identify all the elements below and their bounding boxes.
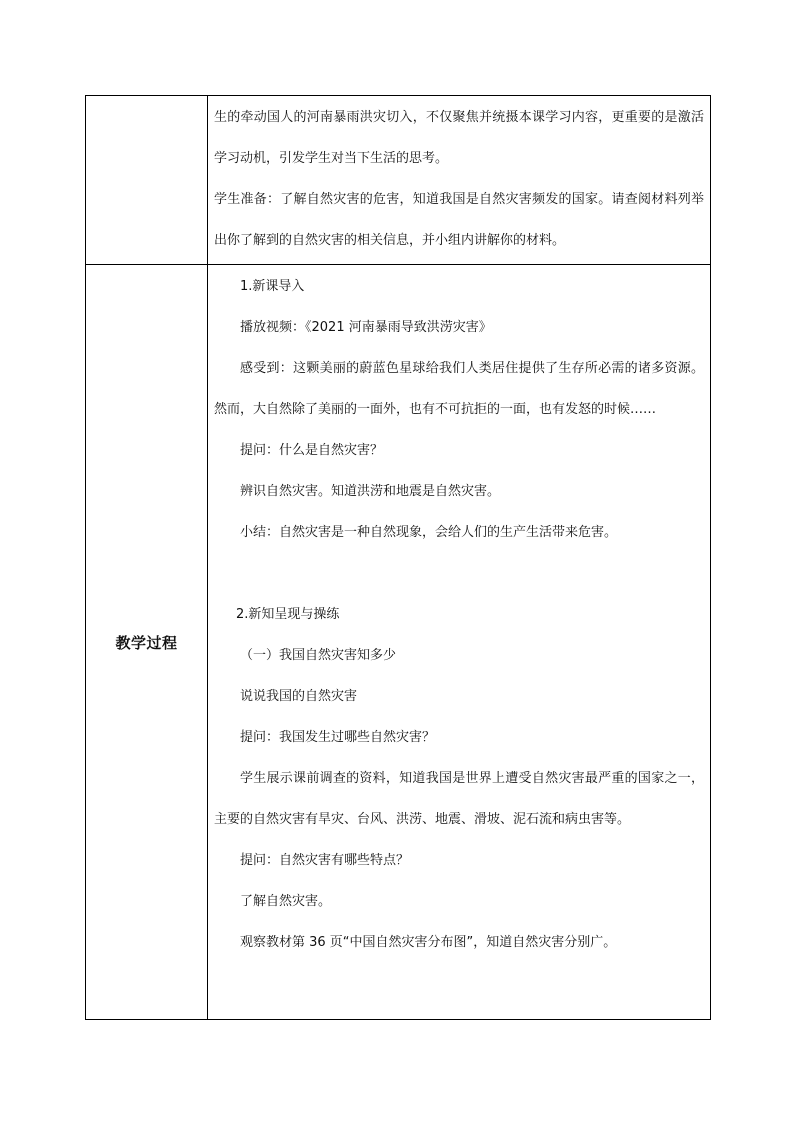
part2-subheading: （一）我国自然灾害知多少: [240, 648, 397, 663]
table-row-preparation: [86, 96, 711, 265]
observe-line: 观察教材第 36 页“中国自然灾害分布图”，知道自然灾害分别广。: [240, 935, 617, 950]
teaching-process-label-cell: [86, 265, 208, 1020]
talk-line: 说说我国的自然灾害: [240, 689, 358, 704]
question-which-disasters: 提问：我国发生过哪些自然灾害？: [240, 730, 436, 745]
teaching-process-content-cell: [208, 265, 711, 1020]
question-what-is-disaster: 提问：什么是自然灾害？: [240, 443, 384, 458]
row-content-cell: [208, 96, 711, 265]
feel-paragraph: 感受到：这颗美丽的蔚蓝色星球给我们人类居住提供了生存所必需的诸多资源。然而，大自然除了美丽的一面外，也有不可抗拒的一面，也有发怒的时候……: [214, 361, 704, 417]
table-row-teaching-process: [86, 265, 711, 1020]
teaching-process-label: 教学过程: [115, 633, 178, 652]
section-gap: [208, 553, 710, 594]
design-intent-paragraph: 生的牵动国人的河南暴雨洪灾切入，不仅聚焦并统摄本课学习内容，更重要的是激活学习动机，引发学生对当下生活的思考。: [214, 110, 704, 166]
row-label-cell: [86, 96, 208, 265]
part1-heading: 1.新课导入: [240, 279, 305, 294]
part2-heading: 2.新知呈现与操练: [236, 607, 340, 622]
summary-line: 小结：自然灾害是一种自然现象，会给人们的生产生活带来危害。: [240, 525, 618, 540]
video-line: 播放视频：《2021 河南暴雨导致洪涝灾害》: [240, 320, 492, 335]
identify-disaster-line: 辨识自然灾害。知道洪涝和地震是自然灾害。: [240, 484, 501, 499]
question-disaster-features: 提问：自然灾害有哪些特点？: [240, 853, 410, 868]
display-paragraph: 学生展示课前调查的资料，知道我国是世界上遭受自然灾害最严重的国家之一，主要的自然灾害有旱灾、台风、洪涝、地震、滑坡、泥石流和病虫害等。: [214, 771, 704, 827]
lesson-plan-table: [85, 95, 711, 1020]
student-preparation-paragraph: 学生准备：了解自然灾害的危害，知道我国是自然灾害频发的国家。请查阅材料列举出你了解到的自然灾害的相关信息，并小组内讲解你的材料。: [214, 192, 704, 248]
understand-line: 了解自然灾害。: [240, 894, 332, 909]
